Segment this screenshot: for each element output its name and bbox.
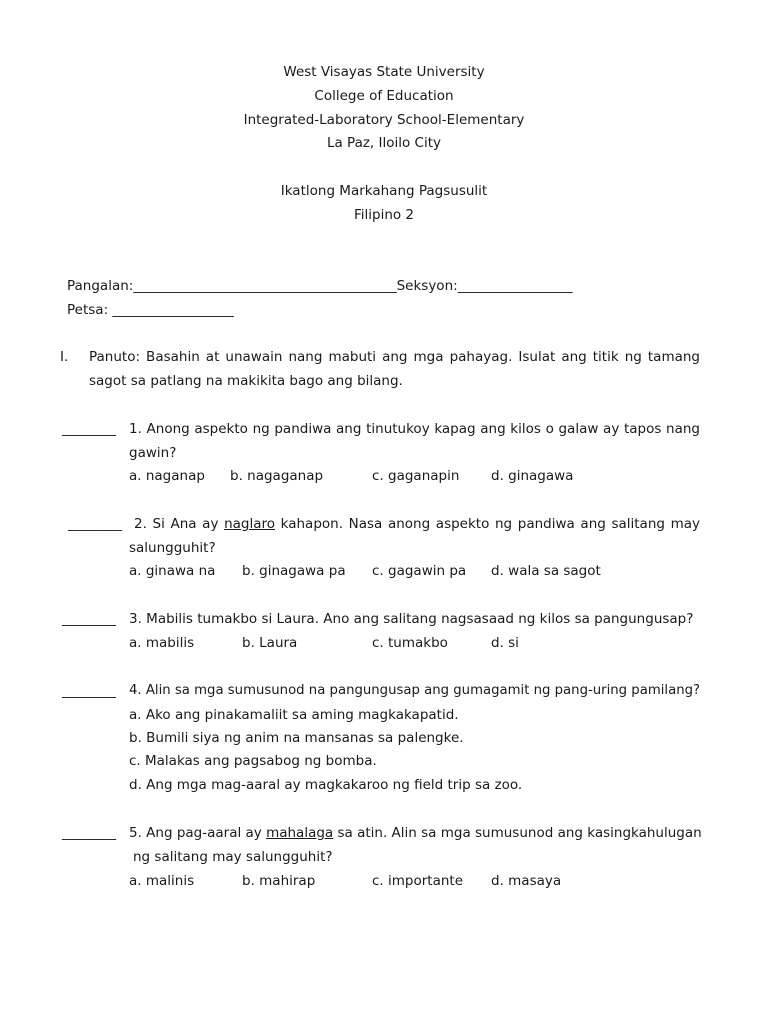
- question-2-text: [134, 516, 700, 532]
- question-3-text: 3. Mabilis tumakbo si Laura. Ano ang salitang nagsasaad ng kilos sa pangungusap?: [129, 611, 694, 627]
- underlined-word: mahalaga: [266, 825, 334, 841]
- subject-title: Filipino 2: [353, 207, 415, 223]
- date-label: Petsa:: [67, 302, 113, 318]
- answer-blank-1: ________: [62, 421, 116, 437]
- question-2-option-a: a. ginawa na: [129, 563, 216, 579]
- question-4-option-b: b. Bumili siya ng anim na mansanas sa palengke.: [129, 730, 464, 746]
- instructions-line-2: sagot sa patlang na makikita bago ang bilang.: [89, 373, 403, 389]
- answer-blank-5: ________: [62, 825, 116, 841]
- question-1-text-cont: gawin?: [129, 445, 177, 461]
- answer-blank-2: ________: [68, 516, 122, 532]
- question-4-option-d: d. Ang mga mag-aaral ay magkakaroo ng field trip sa zoo.: [129, 777, 523, 793]
- question-5-option-d: d. masaya: [491, 873, 562, 889]
- question-5-option-b: b. mahirap: [242, 873, 316, 889]
- question-5-text: [129, 825, 700, 841]
- question-2-option-b: b. ginagawa pa: [242, 563, 346, 579]
- question-1-option-c: c. gaganapin: [372, 468, 460, 484]
- question-3-option-c: c. tumakbo: [372, 635, 448, 651]
- question-4-option-c: c. Malakas ang pagsabog ng bomba.: [129, 753, 377, 769]
- instructions-line-1: Panuto: Basahin at unawain nang mabuti ang mga pahayag. Isulat ang titik ng tamang: [89, 349, 700, 365]
- question-1-option-b: b. nagaganap: [230, 468, 324, 484]
- exam-title: Ikatlong Markahang Pagsusulit: [280, 183, 488, 199]
- question-5-option-a: a. malinis: [129, 873, 195, 889]
- school-location: La Paz, Iloilo City: [326, 135, 442, 151]
- question-3-option-d: d. si: [491, 635, 519, 651]
- question-1-option-a: a. naganap: [129, 468, 205, 484]
- name-label: Pangalan:: [67, 278, 134, 294]
- section-numeral: I.: [60, 349, 69, 365]
- section-blank: _________________: [457, 278, 573, 294]
- school-name: Integrated-Laboratory School-Elementary: [243, 112, 525, 128]
- date-blank: __________________: [112, 302, 234, 318]
- question-3-option-b: b. Laura: [242, 635, 298, 651]
- question-2-text-post: kahapon. Nasa anong aspekto ng pandiwa ang salitang may: [275, 516, 700, 532]
- question-5-text-post: sa atin. Alin sa mga sumusunod ang kasingkahulugan: [333, 825, 702, 841]
- underlined-word: naglaro: [224, 516, 276, 532]
- question-2-option-c: c. gagawin pa: [372, 563, 467, 579]
- section-label: Seksyon:: [396, 278, 458, 294]
- question-1-option-d: d. ginagawa: [491, 468, 574, 484]
- question-1-text: 1. Anong aspekto ng pandiwa ang tinutukoy kapag ang kilos o galaw ay tapos nang: [129, 421, 700, 437]
- question-4-text: 4. Alin sa mga sumusunod na pangungusap ang gumagamit ng pang-uring pamilang?: [129, 683, 701, 698]
- answer-blank-3: ________: [62, 611, 116, 627]
- name-blank: _______________________________________: [133, 278, 397, 294]
- answer-blank-4: ________: [62, 683, 116, 699]
- question-2-text-pre: 2. Si Ana ay: [134, 516, 225, 532]
- question-3-option-a: a. mabilis: [129, 635, 195, 651]
- question-4-option-a: a. Ako ang pinakamaliit sa aming magkakapatid.: [129, 707, 459, 723]
- question-2-text-cont: salungguhit?: [129, 540, 216, 556]
- question-2-option-d: d. wala sa sagot: [491, 563, 601, 579]
- date-field: [67, 302, 234, 318]
- question-5-text-pre: 5. Ang pag-aaral ay: [129, 825, 267, 841]
- name-field: [67, 278, 572, 294]
- college-name: College of Education: [314, 88, 454, 104]
- question-5-option-c: c. importante: [372, 873, 464, 889]
- university-name: West Visayas State University: [283, 64, 485, 80]
- question-5-text-cont: ng salitang may salungguhit?: [133, 849, 333, 865]
